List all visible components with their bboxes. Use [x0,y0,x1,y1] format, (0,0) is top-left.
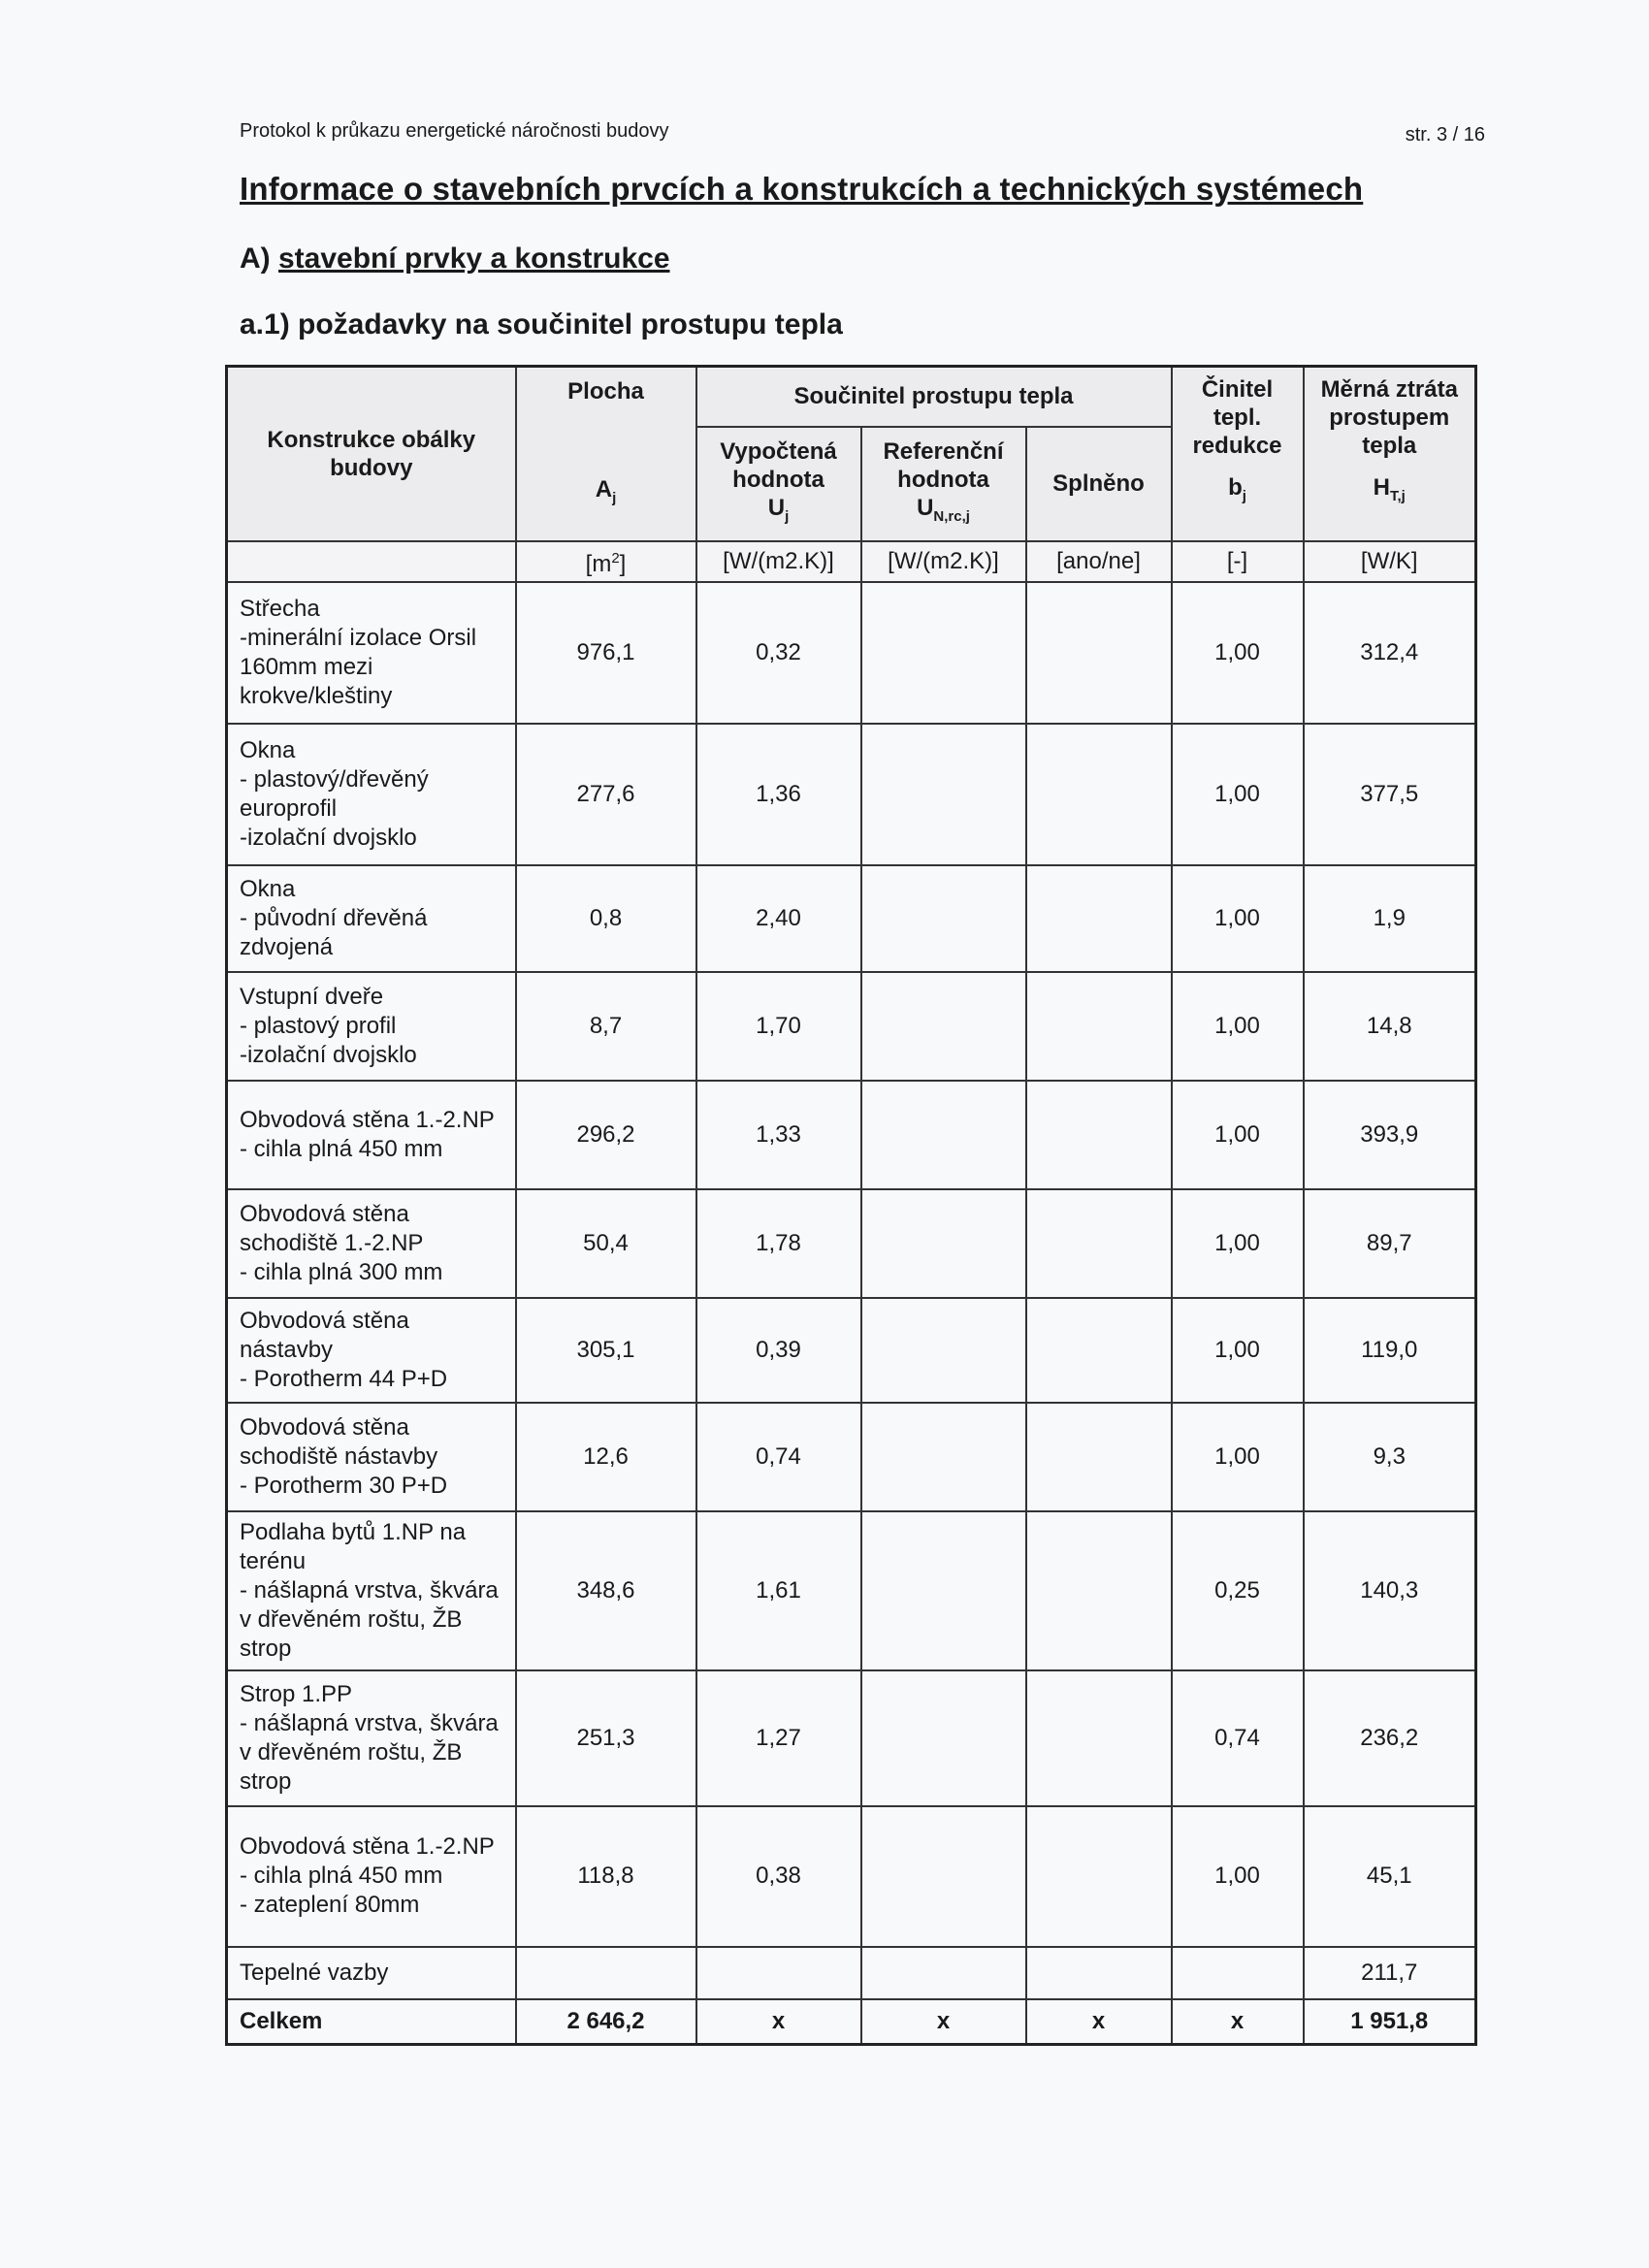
fulfilled-value [1026,1806,1172,1947]
construction-line: Obvodová stěna schodiště nástavby [240,1413,438,1470]
fulfilled-value [1026,972,1172,1081]
u-value: 0,38 [696,1806,861,1947]
construction-name [227,972,516,1081]
u-ref-value [861,1511,1026,1670]
construction-line: - cihla plná 450 mm [240,1863,443,1889]
unit-u-calc: [W/(m2.K)] [696,541,861,582]
area-value: 251,3 [516,1670,696,1806]
area-value: 8,7 [516,972,696,1081]
construction-name [227,1511,516,1670]
heat-transfer-table [225,365,1477,2046]
construction-line: Okna [240,875,296,902]
empty-cell [1172,1947,1304,1999]
construction-line: - nášlapná vrstva, škvára v dřevěném roštu, ŽB strop [240,1576,499,1662]
fulfilled-value [1026,1189,1172,1298]
reduction-value: 1,00 [1172,1298,1304,1403]
fulfilled-value [1026,724,1172,865]
construction-line: - plastový profil [240,1012,397,1039]
total-row [227,1999,1476,2045]
area-value: 305,1 [516,1298,696,1403]
table-row [227,1806,1476,1947]
reduction-value: 1,00 [1172,1403,1304,1511]
col-u-ref: Referenční hodnota $U_{N,rc,j}$ [861,427,1026,541]
fulfilled-value [1026,1298,1172,1403]
fulfilled-value [1026,582,1172,724]
reduction-value: 1,00 [1172,1806,1304,1947]
page-number: str. 3 / 16 [1405,124,1485,146]
u-value: 0,32 [696,582,861,724]
area-value: 348,6 [516,1511,696,1670]
fulfilled-value [1026,1081,1172,1189]
total-label: Celkem [227,1999,516,2045]
loss-value: 1,9 [1304,865,1476,972]
unit-construction [227,541,516,582]
col-loss: Měrná ztráta prostupem tepla $H_{T,j}$ [1304,367,1476,541]
u-ref-value [861,1670,1026,1806]
u-ref-value [861,582,1026,724]
reduction-value: 1,00 [1172,582,1304,724]
table-row [227,865,1476,972]
loss-value: 236,2 [1304,1670,1476,1806]
area-value: 296,2 [516,1081,696,1189]
unit-area: $[m^2]$ [516,541,696,582]
unit-reduction: [-] [1172,541,1304,582]
construction-line: - cihla plná 450 mm [240,1135,443,1162]
section-prefix: A) [240,243,278,275]
u-value: 1,27 [696,1670,861,1806]
reduction-value: 1,00 [1172,724,1304,865]
total-reduction: x [1172,1999,1304,2045]
construction-name [227,1670,516,1806]
u-ref-value [861,1298,1026,1403]
reduction-value: 1,00 [1172,972,1304,1081]
area-value: 12,6 [516,1403,696,1511]
loss-value: 377,5 [1304,724,1476,865]
construction-line: Okna [240,736,296,763]
u-ref-value [861,724,1026,865]
loss-value: 393,9 [1304,1081,1476,1189]
table-row [227,1511,1476,1670]
table-row [227,582,1476,724]
reduction-value: 0,25 [1172,1511,1304,1670]
unit-u-ref: [W/(m2.K)] [861,541,1026,582]
area-value: 277,6 [516,724,696,865]
construction-name [227,1081,516,1189]
col-fulfilled: Splněno [1026,427,1172,541]
fulfilled-value [1026,1511,1172,1670]
col-u-calc: Vypočtená hodnota $U_j$ [696,427,861,541]
construction-line: - cihla plná 300 mm [240,1258,443,1285]
u-value: 2,40 [696,865,861,972]
construction-line: Obvodová stěna nástavby [240,1307,409,1363]
u-value: 1,78 [696,1189,861,1298]
col-group-u: Součinitel prostupu tepla [696,367,1172,427]
loss-value: 45,1 [1304,1806,1476,1947]
construction-line: Podlaha bytů 1.NP na terénu [240,1518,467,1574]
table-row [227,1189,1476,1298]
loss-value: 119,0 [1304,1298,1476,1403]
construction-name [227,724,516,865]
u-ref-value [861,865,1026,972]
u-value: 1,33 [696,1081,861,1189]
total-fulfilled: x [1026,1999,1172,2045]
section-title: stavební prvky a konstrukce [278,243,670,275]
empty-cell [861,1947,1026,1999]
thermal-bridges-label: Tepelné vazby [227,1947,516,1999]
u-ref-value [861,1189,1026,1298]
col-area: Plocha $A_j$ [516,367,696,541]
u-ref-value [861,972,1026,1081]
col-reduction: Činitel tepl. redukce $b_j$ [1172,367,1304,541]
empty-cell [696,1947,861,1999]
total-u-ref: x [861,1999,1026,2045]
main-heading: Informace o stavebních prvcích a konstrukcích a technických systémech [240,171,1364,207]
construction-line: -izolační dvojsklo [240,1041,417,1068]
table-row [227,972,1476,1081]
construction-line: -izolační dvojsklo [240,824,417,851]
loss-value: 140,3 [1304,1511,1476,1670]
u-value: 1,36 [696,724,861,865]
loss-value: 89,7 [1304,1189,1476,1298]
page-header [240,120,1491,146]
table-row [227,724,1476,865]
fulfilled-value [1026,1403,1172,1511]
construction-name [227,1403,516,1511]
construction-line: - zateplení 80mm [240,1892,420,1918]
construction-line: - nášlapná vrstva, škvára v dřevěném roštu, ŽB strop [240,1709,499,1795]
unit-fulfilled: [ano/ne] [1026,541,1172,582]
reduction-value: 0,74 [1172,1670,1304,1806]
construction-name [227,1298,516,1403]
col-construction: Konstrukce obálky budovy [227,367,516,541]
empty-cell [516,1947,696,1999]
table-row [227,1298,1476,1403]
u-value: 1,70 [696,972,861,1081]
construction-line: - plastový/dřevěný europrofil [240,765,429,822]
empty-cell [1026,1947,1172,1999]
area-value: 976,1 [516,582,696,724]
construction-line: Vstupní dveře [240,983,384,1010]
u-value: 0,39 [696,1298,861,1403]
fulfilled-value [1026,1670,1172,1806]
u-ref-value [861,1403,1026,1511]
thermal-bridges-row [227,1947,1476,1999]
construction-line: - původní dřevěná zdvojená [240,904,428,960]
construction-line: - Porotherm 44 P+D [240,1365,448,1392]
table-row [227,1403,1476,1511]
construction-line: -minerální izolace Orsil 160mm mezi krokve/kleštiny [240,624,477,709]
construction-line: Obvodová stěna schodiště 1.-2.NP [240,1200,424,1256]
construction-line: Strop 1.PP [240,1680,353,1707]
table-row [227,1670,1476,1806]
construction-line: Obvodová stěna 1.-2.NP [240,1106,495,1133]
u-value: 1,61 [696,1511,861,1670]
construction-name [227,1806,516,1947]
total-loss: 1 951,8 [1304,1999,1476,2045]
section-heading [240,243,670,275]
construction-line: Obvodová stěna 1.-2.NP [240,1833,495,1860]
subsection-heading: a.1) požadavky na součinitel prostupu tepla [240,308,843,340]
total-u: x [696,1999,861,2045]
fulfilled-value [1026,865,1172,972]
table-row [227,1081,1476,1189]
reduction-value: 1,00 [1172,865,1304,972]
reduction-value: 1,00 [1172,1081,1304,1189]
construction-line: - Porotherm 30 P+D [240,1472,448,1499]
u-value: 0,74 [696,1403,861,1511]
total-area: 2 646,2 [516,1999,696,2045]
reduction-value: 1,00 [1172,1189,1304,1298]
construction-name [227,582,516,724]
loss-value: 9,3 [1304,1403,1476,1511]
area-value: 50,4 [516,1189,696,1298]
construction-name [227,865,516,972]
unit-loss: [W/K] [1304,541,1476,582]
area-value: 0,8 [516,865,696,972]
u-ref-value [861,1081,1026,1189]
construction-line: Střecha [240,595,320,622]
document-title: Protokol k průkazu energetické náročnosti budovy [240,120,669,142]
loss-value: 14,8 [1304,972,1476,1081]
loss-value: 312,4 [1304,582,1476,724]
area-value: 118,8 [516,1806,696,1947]
construction-name [227,1189,516,1298]
thermal-bridges-value: 211,7 [1304,1947,1476,1999]
u-ref-value [861,1806,1026,1947]
